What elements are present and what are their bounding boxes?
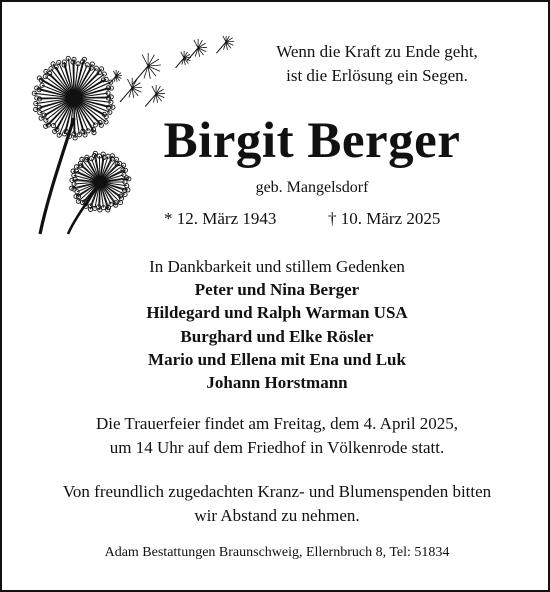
undertaker-contact: Adam Bestattungen Braunschweig, Ellernbruch 8, Tel: 51834: [104, 545, 450, 560]
quote-line: ist die Erlösung ein Segen.: [286, 66, 468, 85]
deceased-name: Birgit Berger: [163, 113, 461, 169]
dandelion-seed-icon: [109, 36, 234, 107]
quote-line: Wenn die Kraft zu Ende geht,: [276, 42, 478, 61]
mourner-name: Peter und Nina Berger: [194, 280, 360, 300]
death-date: † 10. März 2025: [328, 209, 441, 228]
service-line: Die Trauerfeier findet am Freitag, dem 4. April 2025,: [95, 414, 459, 433]
service-line: um 14 Uhr auf dem Friedhof in Völkenrode statt.: [109, 438, 445, 457]
maiden-name: geb. Mangelsdorf: [255, 179, 369, 196]
mourners-intro: In Dankbarkeit und stillem Gedenken: [149, 257, 405, 276]
life-dates: [142, 208, 482, 230]
mourner-name: Burghard und Elke Rösler: [180, 326, 374, 346]
dandelion-icon: [32, 56, 115, 140]
quote: [222, 40, 532, 88]
birth-date: * 12. März 1943: [164, 209, 277, 228]
mourner-name: Mario und Ellena mit Ena und Luk: [148, 349, 406, 369]
flowers-request: [22, 480, 532, 528]
dandelion-icon: [70, 151, 131, 212]
flowers-line: wir Abstand zu nehmen.: [194, 506, 360, 525]
mourners-block: [32, 255, 522, 394]
mourner-name: Johann Horstmann: [206, 373, 348, 393]
flowers-line: Von freundlich zugedachten Kranz- und Blumenspenden bitten: [62, 482, 492, 501]
funeral-service-info: [22, 412, 532, 460]
mourner-name: Hildegard und Ralph Warman USA: [146, 303, 408, 323]
